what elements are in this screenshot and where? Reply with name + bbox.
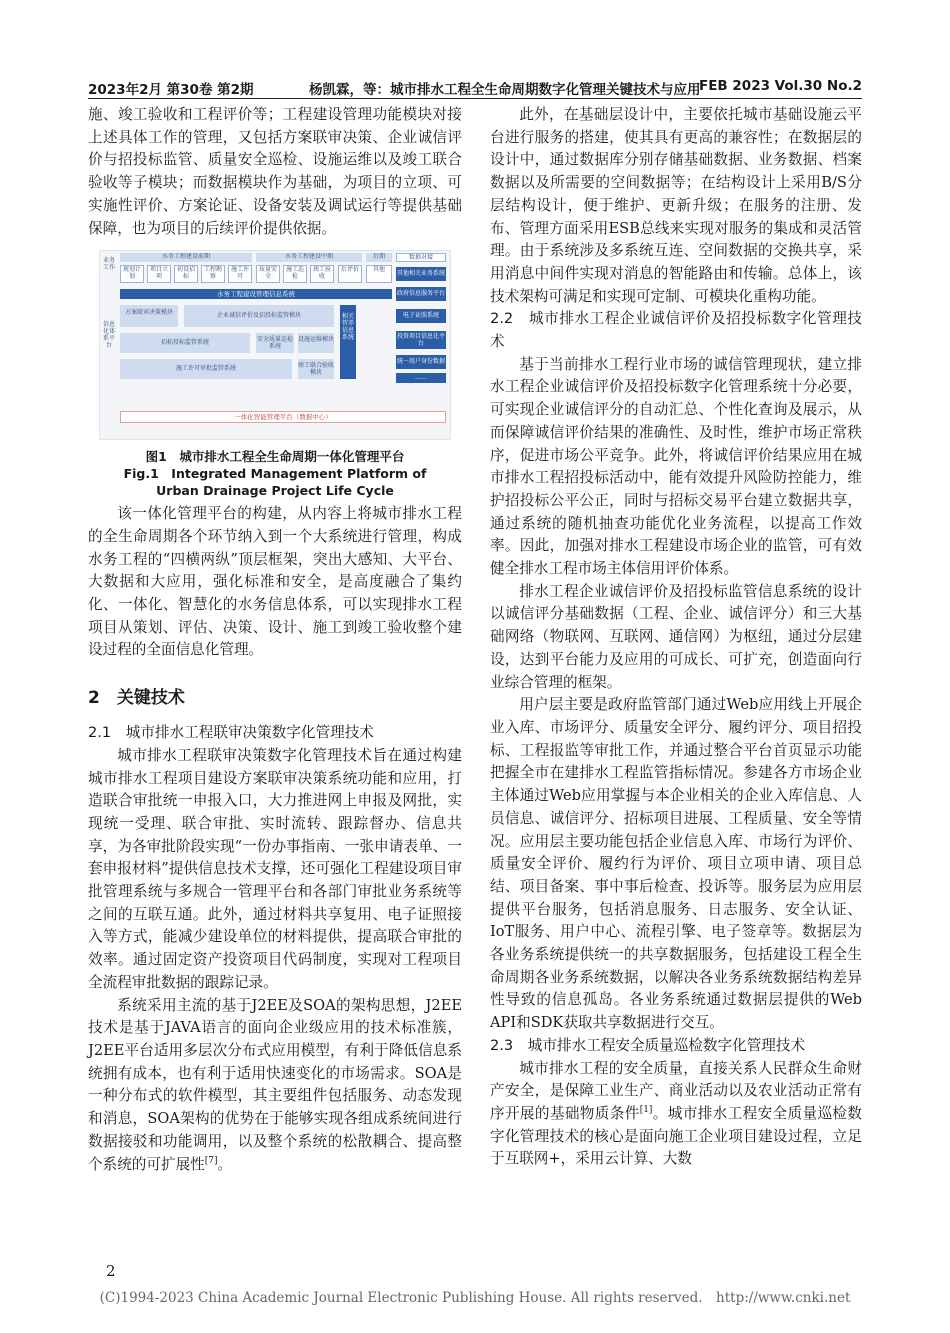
- paragraph: [490, 1058, 862, 1172]
- paragraph-text: 城市排水工程的安全质量，直接关系人民群众生命财产安全，是保障工业生产、商业活动以及农业活动正常有序开展的基础物质条件: [490, 1059, 862, 1122]
- paragraph-end: 。城市排水工程安全质量巡检数字化管理技术的核心是面向施工企业项目建设过程，立足于互联网+，采用云计算、大数: [490, 1104, 862, 1168]
- running-header-issue: 2023年2月 第30卷 第2期: [88, 82, 254, 98]
- platform-bar: 水务工程建设管理信息系统: [120, 289, 392, 299]
- subsection-heading: 2.3 城市排水工程安全质量巡检数字化管理技术: [490, 1036, 806, 1054]
- subsection-heading: 2.2 城市排水工程企业诚信评价及招投标数字化管理技术: [490, 310, 862, 351]
- paragraph: 该一体化管理平台的构建，从内容上将城市排水工程的全生命周期各个环节纳入到一个大系统进行管理，构成水务工程的“四横两纵”顶层框架，突出大感知、大平台、大数据和大应用，强化标准和安全，是高度融合了集约化、一体化、智慧化的水务信息体系，可以实现排水工程项目从策划、评估、决策、设计、施工到竣工验收整个建设过程的全面信息化管理。: [88, 505, 462, 659]
- left-column: [88, 104, 462, 1176]
- module-box: 招标投标监管系统: [120, 333, 250, 353]
- citation: [1]: [639, 1105, 653, 1116]
- paragraph: 基于当前排水工程行业市场的诚信管理现状，建立排水工程企业诚信评价及招投标数字化管理系统十分必要，可实现企业诚信评分的自动汇总、个性化查询及展示，从而保障诚信评价结果的准确性、及时性，维护市场正常秩序，促进市场公平竞争。此外，将诚信评价结果应用在城市排水工程招投标活动中，能有效提升风险防控能力，维护招投标公平公正，同时与招标交易平台建立数据共享，通过系统的随机抽查功能优化业务流程，以提高工作效率。因此，加强对排水工程建设市场企业的监管，可有效健全排水工程市场主体信用评价体系。: [490, 355, 862, 578]
- process-step: 施工许可: [228, 265, 252, 283]
- paragraph-end: 。: [217, 1155, 233, 1173]
- figure-caption-en: Fig.1 Integrated Management Platform of: [123, 466, 427, 482]
- paragraph-text: 系统采用主流的基于J2EE及SOA的架构思想，J2EE技术是基于JAVA语言的面向企业级应用的技术标准簇，J2EE平台适用多层次分布式应用模型，有利于降低信息系统拥有成本，也有利于适用快速变化的市场需求。SOA是一种分布式的软件模型，其主要组件包括服务、动态发现和消息，SOA架构的优势在于能够实现各组成系统间进行数据接驳和功能调用，以及整个系统的松散耦合、提高整个系统的可扩展性: [88, 996, 462, 1173]
- process-step: 初设招标: [174, 265, 198, 283]
- phase-label-data: 数据对接: [396, 253, 446, 262]
- process-step: 后评价: [338, 265, 362, 283]
- subsection-heading: 2.1 城市排水工程联审决策数字化管理技术: [88, 724, 374, 742]
- process-step: 竣工验收: [310, 265, 334, 283]
- running-header-title: 杨凯霖，等：城市排水工程全生命周期数字化管理关键技术与应用: [309, 82, 701, 98]
- figure-caption-en-line2: Urban Drainage Project Life Cycle: [156, 483, 394, 499]
- external-system-box: ……: [396, 373, 446, 383]
- page-number: 2: [106, 1262, 116, 1280]
- process-step: 质量安全: [256, 265, 280, 283]
- process-step: 其他: [366, 265, 392, 283]
- phase-label-early: 水务工程建设前期: [120, 253, 252, 262]
- external-system-box: 投资项目信息化平台: [396, 333, 445, 348]
- side-label-business: 业务工作: [102, 257, 115, 272]
- module-box: 竣工联合验收模块: [298, 359, 334, 379]
- process-step: 施工巡检: [283, 265, 307, 283]
- side-label-platform: 信息化体系平台: [102, 321, 115, 350]
- citation: [7]: [204, 1155, 218, 1166]
- module-box: 企业诚信评价及招投标监管模块: [184, 305, 334, 327]
- phase-label-late: 后期: [366, 253, 392, 262]
- external-system-box: 电子证照系统: [396, 309, 446, 323]
- vertical-module: 相关管养信息系统: [340, 305, 356, 379]
- external-system-box: 其他相关业务系统: [396, 267, 446, 281]
- right-column: [490, 104, 862, 1171]
- process-step: 规划计划: [120, 265, 144, 283]
- phase-label-middle: 水务工程建设中期: [256, 253, 362, 262]
- module-box: 安全质量巡检系统: [256, 333, 294, 353]
- external-system-box: 政府信息服务平台: [396, 287, 446, 301]
- process-step: 项目立项: [147, 265, 171, 283]
- figure-caption-cn: 图1 城市排水工程全生命周期一体化管理平台: [145, 449, 405, 465]
- module-box: 施工许可审批监管系统: [120, 359, 292, 379]
- section-heading: 2 关键技术: [88, 688, 185, 709]
- figure-1-diagram: [99, 250, 451, 440]
- paragraph: [88, 995, 462, 1177]
- header-rule: [88, 98, 862, 99]
- running-header-volume: FEB 2023 Vol.30 No.2: [698, 78, 862, 94]
- process-step: 工程勘察: [201, 265, 225, 283]
- data-center-bar: 一体化智能管理平台（数据中心）: [120, 411, 446, 423]
- external-system-box: 统一用户身份数据: [396, 355, 446, 369]
- paragraph: 此外，在基础层设计中，主要依托城市基础设施云平台进行服务的搭建，使其具有更高的兼容性；在数据层的设计中，通过数据库分别存储基础数据、业务数据、档案数据以及所需要的空间数据等；在结构设计上采用B/S分层结构设计，便于维护、更新升级；在服务的注册、发布、管理方面采用ESB总线来实现对服务的集成和灵活管理。由于系统涉及多系统互连、空间数据的交换共享，采用消息中间件实现对消息的智能路由和传输。总体上，该技术架构可满足和实现可定制、可模块化重构功能。: [490, 106, 862, 305]
- module-box: 设施运维模块: [298, 333, 334, 353]
- paragraph: 用户层主要是政府监管部门通过Web应用线上开展企业入库、市场评分、质量安全评分、履约评分、项目招投标、工程报监等审批工作，并通过整合平台首页显示功能把握全市在建排水工程监管指标情况。参建各方市场企业主体通过Web应用掌握与本企业相关的企业入库信息、人员信息、诚信评分、招标项目进展、工程质量、安全等情况。应用层主要功能包括企业信息入库、市场行为评价、质量安全评价、履约行为评价、项目立项申请、项目总结、项目备案、事中事后检查、投诉等。服务层为应用层提供平台服务，包括消息服务、日志服务、安全认证、IoT服务、用户中心、流程引擎、电子签章等。数据层为各业务系统提供统一的共享数据服务，包括建设工程全生命周期各业务系统数据，以解决各业务系统数据结构差异性导致的信息孤岛。各业务系统通过数据层提供的Web API和SDK获取共享数据进行交互。: [490, 696, 862, 1032]
- paragraph: 城市排水工程联审决策数字化管理技术旨在通过构建城市排水工程项目建设方案联审决策系统功能和应用，打造联合审批统一申报入口，大力推进网上申报及网批，实现统一受理、联合审批、实时流转、跟踪督办、信息共享，为各审批阶段实现“一份办事指南、一张申请表单、一套申报材料”提供信息技术支撑，还可强化工程建设项目审批管理系统与多规合一管理平台和各部门审批业务系统等之间的互联互通。此外，通过材料共享复用、电子证照接入等方式，能减少建设单位的材料提供，提高联合审批的效率。通过固定资产投资项目代码制度，实现对工程项目全流程审批数据的跟踪记录。: [88, 746, 462, 991]
- paragraph: 排水工程企业诚信评价及招投标监管信息系统的设计以诚信评分基础数据（工程、企业、诚信评分）和三大基础网络（物联网、互联网、通信网）为枢纽，通过分层建设，达到平台能力及应用的可成长、可扩充，创造面向行业综合管理的框架。: [490, 582, 862, 691]
- module-box: 方案联审决策模块: [120, 305, 178, 327]
- copyright-footer: (C)1994-2023 China Academic Journal Electronic Publishing House. All rights reserved. http://www.cnki.net: [99, 1290, 851, 1306]
- paragraph: 施、竣工验收和工程评价等；工程建设管理功能模块对接上述具体工作的管理，又包括方案联审决策、企业诚信评价与招投标监管、质量安全巡检、设施运维以及竣工联合验收等子模块；而数据模块作为基础，为项目的立项、可实施性评价、方案论证、设备安装及调试运行等提供基础保障，也为项目的后续评价提供依据。: [88, 106, 462, 237]
